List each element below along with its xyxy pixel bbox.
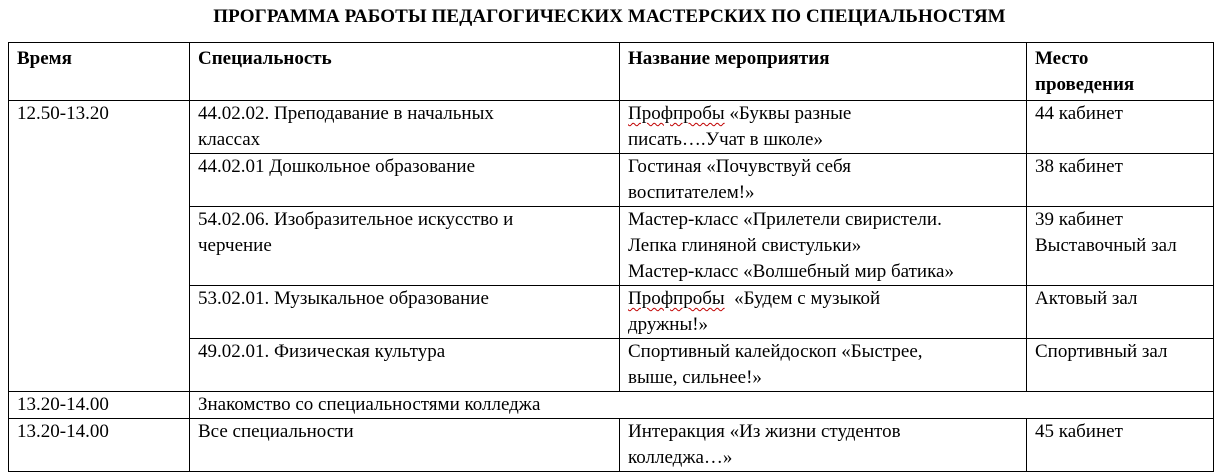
spellcheck-word: Профпробы <box>628 103 725 124</box>
specialty-line: 54.02.06. Изобразительное искусство и <box>198 209 514 230</box>
program-table <box>8 42 1214 472</box>
specialty-line: классах <box>198 129 261 150</box>
table-row <box>9 154 1214 207</box>
event-line: воспитателем!» <box>628 182 755 203</box>
specialty-cell <box>190 101 620 154</box>
event-line <box>628 101 1020 127</box>
spellcheck-word: Профпробы <box>628 288 725 309</box>
place-cell: Спортивный зал <box>1027 339 1214 392</box>
event-line: Мастер-класс «Прилетели свиристели. <box>628 209 942 230</box>
event-line: Гостиная «Почувствуй себя <box>628 156 851 177</box>
event-line: Спортивный калейдоскоп «Быстрее, <box>628 341 923 362</box>
specialty-cell: Все специальности <box>190 419 620 472</box>
header-event: Название мероприятия <box>620 43 1027 101</box>
event-cell <box>620 286 1027 339</box>
header-time: Время <box>9 43 190 101</box>
event-line <box>628 286 1020 312</box>
place-cell: 44 кабинет <box>1027 101 1214 154</box>
specialty-cell <box>190 207 620 286</box>
event-text: «Будем с музыкой <box>724 288 881 309</box>
specialty-line: 44.02.02. Преподавание в начальных <box>198 103 494 124</box>
time-cell: 13.20-14.00 <box>9 392 190 419</box>
table-row <box>9 339 1214 392</box>
specialty-cell: 44.02.01 Дошкольное образование <box>190 154 620 207</box>
event-text: «Буквы разные <box>724 103 852 124</box>
header-place <box>1027 43 1214 101</box>
place-cell: Актовый зал <box>1027 286 1214 339</box>
specialty-cell: 49.02.01. Физическая культура <box>190 339 620 392</box>
header-specialty: Специальность <box>190 43 620 101</box>
header-place-line1: Место <box>1035 48 1089 69</box>
event-cell <box>620 101 1027 154</box>
event-line: колледжа…» <box>628 447 733 468</box>
table-row <box>9 286 1214 339</box>
table-header-row <box>9 43 1214 101</box>
event-line: дружны!» <box>628 314 709 335</box>
page-title: ПРОГРАММА РАБОТЫ ПЕДАГОГИЧЕСКИХ МАСТЕРСКИХ ПО СПЕЦИАЛЬНОСТЯМ <box>213 6 1006 27</box>
table-row <box>9 419 1214 472</box>
time-cell: 13.20-14.00 <box>9 419 190 472</box>
specialty-cell: 53.02.01. Музыкальное образование <box>190 286 620 339</box>
specialty-line: черчение <box>198 235 272 256</box>
place-line: Выставочный зал <box>1035 235 1177 256</box>
event-line: Лепка глиняной свистульки» <box>628 235 862 256</box>
table-row <box>9 207 1214 286</box>
event-line: писать….Учат в школе» <box>628 129 823 150</box>
event-line: Мастер-класс «Волшебный мир батика» <box>628 261 954 282</box>
event-cell <box>620 339 1027 392</box>
event-line: выше, сильнее!» <box>628 367 762 388</box>
place-cell: 38 кабинет <box>1027 154 1214 207</box>
place-cell: 45 кабинет <box>1027 419 1214 472</box>
event-cell <box>620 207 1027 286</box>
event-cell <box>620 154 1027 207</box>
time-cell: 12.50-13.20 <box>9 101 190 392</box>
header-place-line2: проведения <box>1035 74 1135 95</box>
place-cell <box>1027 207 1214 286</box>
event-line: Интеракция «Из жизни студентов <box>628 421 901 442</box>
table-row <box>9 392 1214 419</box>
place-line: 39 кабинет <box>1035 209 1123 230</box>
table-row <box>9 101 1214 154</box>
event-cell <box>620 419 1027 472</box>
merged-cell: Знакомство со специальностями колледжа <box>190 392 1214 419</box>
